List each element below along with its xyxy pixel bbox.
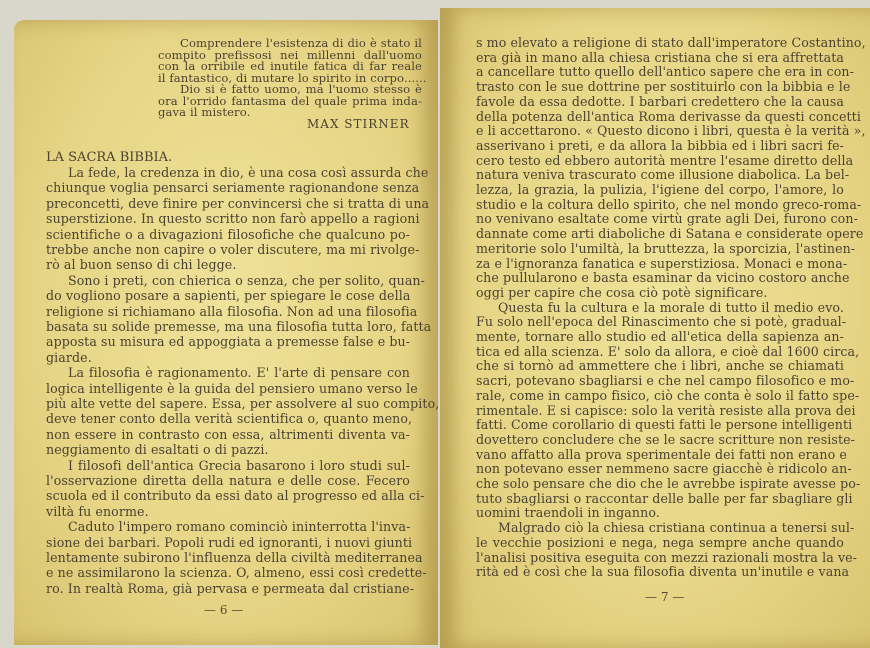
text-line: apposta su misura ed appoggiata a premesse false e bu- [46,334,411,350]
text-line: l'analisi positiva eseguita con mezzi razionali mostra la ve- [476,549,858,565]
text-line: I filosofi dell'antica Grecia basarono i loro studi sul- [68,457,410,473]
text-line: lezza, la grazia, la pulizia, l'igiene del corpo, l'amore, lo [476,182,844,197]
text-line: Comprendere l'esistenza di dio è stato il [180,36,422,50]
text-line: za e l'ignoranza fanatica e superstiziosa. Monaci e mona- [476,255,848,271]
text-line: meritorie solo l'umiltà, la bruttezza, la sporcizia, l'astinen- [476,240,856,256]
text-line: mente, tornare allo studio ed all'etica della sapienza an- [476,329,844,344]
text-line: neggiamento di esaltati o di pazzi. [46,442,269,458]
text-line: l'osservazione diretta della natura e delle cose. Fecero [46,473,410,488]
text-line: studio e la coltura dello spirito, che nel mondo greco-roma- [476,196,862,212]
text-line: Questa fu la cultura e la morale di tutto il medio evo. [498,299,844,315]
page-number: — 6 — [204,603,244,617]
text-line: Fu solo nell'epoca del Rinascimento che si potè, gradual- [476,314,847,330]
text-line: rimentale. E si capisce: solo la verità resiste alla prova dei [476,402,856,418]
text-line: lentamente subirono l'influenza della civiltà mediterranea [46,550,423,565]
text-line: cero testo ed ebbero autorità mentre l'esame diretto della [476,152,854,168]
page-number: — 7 — [645,590,685,604]
text-line: dannate come arti diaboliche di Satana e considerate opere [476,226,864,242]
text-line: basata su solide premesse, ma una filosofia tutta loro, fatta [46,319,432,334]
left-page [14,20,438,645]
text-line: era già in mano alla chiesa cristiana che si era affrettata [476,49,844,65]
text-line: tuto sbagliarsi o raccontar delle balle per far sbagliare gli [476,490,853,506]
text-line: natura veniva trascurato come illusione diabolica. La bel- [476,167,850,183]
text-line: Caduto l'impero romano cominciò ininterrotta l'inva- [68,519,411,535]
text-line: s mo elevato a religione di stato dall'imperatore Costantino, [476,35,866,50]
text-line: trebbe anche non capire o voler discutere, ma mi rivolge- [46,242,420,257]
text-line: Dio si è fatto uomo, ma l'uomo stesso è [180,82,422,96]
text-line: logica intelligente è la guida del pensiero umano verso le [46,380,418,396]
text-line: superstizione. In questo scritto non farò appello a ragioni [46,211,420,227]
text-line: no venivano esaltate come virtù grate agli Dei, furono con- [476,211,858,227]
text-line: tica ed alla scienza. E' solo da allora, e cioè dal 1600 circa, [476,343,860,359]
text-line: il fantastico, di mutare lo spirito in corpo...... [158,70,427,85]
text-line: e li accettarono. « Questo dicono i libri, questa è la verità », [476,123,866,139]
text-line: deve tener conto della verità scientifica o, quanto meno, [46,411,413,427]
text-line: che solo pensare che dio che le avrebbe ispirate avesse po- [476,476,861,491]
text-line: più alte vette del sapere. Essa, per assolvere al suo compito, [46,396,440,411]
text-line: ora l'orrido fantasma del quale prima inda- [158,93,422,108]
text-line: gava il mistero. [158,105,251,119]
text-line: Malgrado ciò la chiesa cristiana continua a tenersi sul- [498,520,855,536]
text-line: a cancellare tutto quello dell'antico sapere che era in con- [476,64,854,80]
text-line: preconcetti, deve finire per convincersi che si tratta di una [46,195,430,211]
right-page [440,8,870,648]
text-line: dovettero concludere che se le sacre scritture non resiste- [476,431,856,447]
text-line: uomini traendoli in inganno. [476,505,660,521]
text-line: con la orribile ed inutile fatica di far reale [158,59,422,73]
text-line: e ne assimilarono la scienza. O, almeno, essi così credette- [46,565,427,581]
text-line: chiunque voglia pensarci seriamente ragionandone senza [46,180,420,196]
text-line: ro. In realtà Roma, già pervasa e permeata dal cristiane- [46,580,415,596]
text-line: oggi per capire che cosa ciò potè significare. [476,284,768,300]
text-line: viltà fu enorme. [46,503,149,519]
text-line: sione dei barbari. Popoli rudi ed ignoranti, i nuovi giunti [46,534,413,550]
text-line: rò al buon senso di chi legge. [46,257,237,273]
section-title: LA SACRA BIBBIA. [46,150,173,165]
text-line: trasto con le sue dottrine per sostituirlo con la bibbia e le [476,79,851,95]
text-line: La filosofia è ragionamento. E' l'arte di pensare con [68,365,410,381]
text-line: non potevano esser nemmeno sacre giacchè è ridicolo an- [476,461,852,477]
text-line: che pullularono e basta esaminar da vicino costoro anche [476,270,850,286]
text-line: vano affatto alla prova sperimentale dei fatti non erano e [476,446,847,462]
text-line: asserivano i preti, e da allora la bibbia ed i libri sacri fe- [476,137,844,153]
text-line: giarde. [46,349,92,365]
text-line: non essere in contrasto con essa, altrimenti diventa va- [46,426,410,442]
text-line: della potenza dell'antica Roma derivasse da questi concetti [476,108,861,124]
text-line: scuola ed il contributo da essi dato al progresso ed alla ci- [46,488,425,504]
text-line: religione si richiamano alla filosofia. Non ad una filosofia [46,303,418,319]
text-line: rale, come in campo fisico, ciò che conta è solo il fatto spe- [476,387,860,403]
text-line: do vogliono posare a sapienti, per spiegare le cose della [46,288,411,304]
text-line: che si tornò ad ammettere che i libri, anche se chiamati [476,358,844,374]
text-line: rità ed è così che la sua filosofia diventa un'inutile e vana [476,564,850,580]
text-line: Sono i preti, con chierica o senza, che per solito, quan- [68,272,425,288]
text-line: le vecchie posizioni e nega, nega sempre anche quando [476,534,844,550]
text-line: compito prefissosi nei millenni dall'uomo [158,47,422,62]
text-line: scientifiche o a divagazioni filosofiche che qualcuno po- [46,226,410,242]
text-line: sacri, potevano sbagliarsi e che nel campo filosofico e mo- [476,373,855,389]
text-line: La fede, la credenza in dio, è una cosa così assurda che [68,165,429,180]
epigraph-author: MAX STIRNER [307,117,410,131]
text-line: favole da essa dedotte. I barbari credettero che la causa [476,93,844,109]
text-line: fatti. Come corollario di questi fatti le persone intelligenti [476,417,853,433]
